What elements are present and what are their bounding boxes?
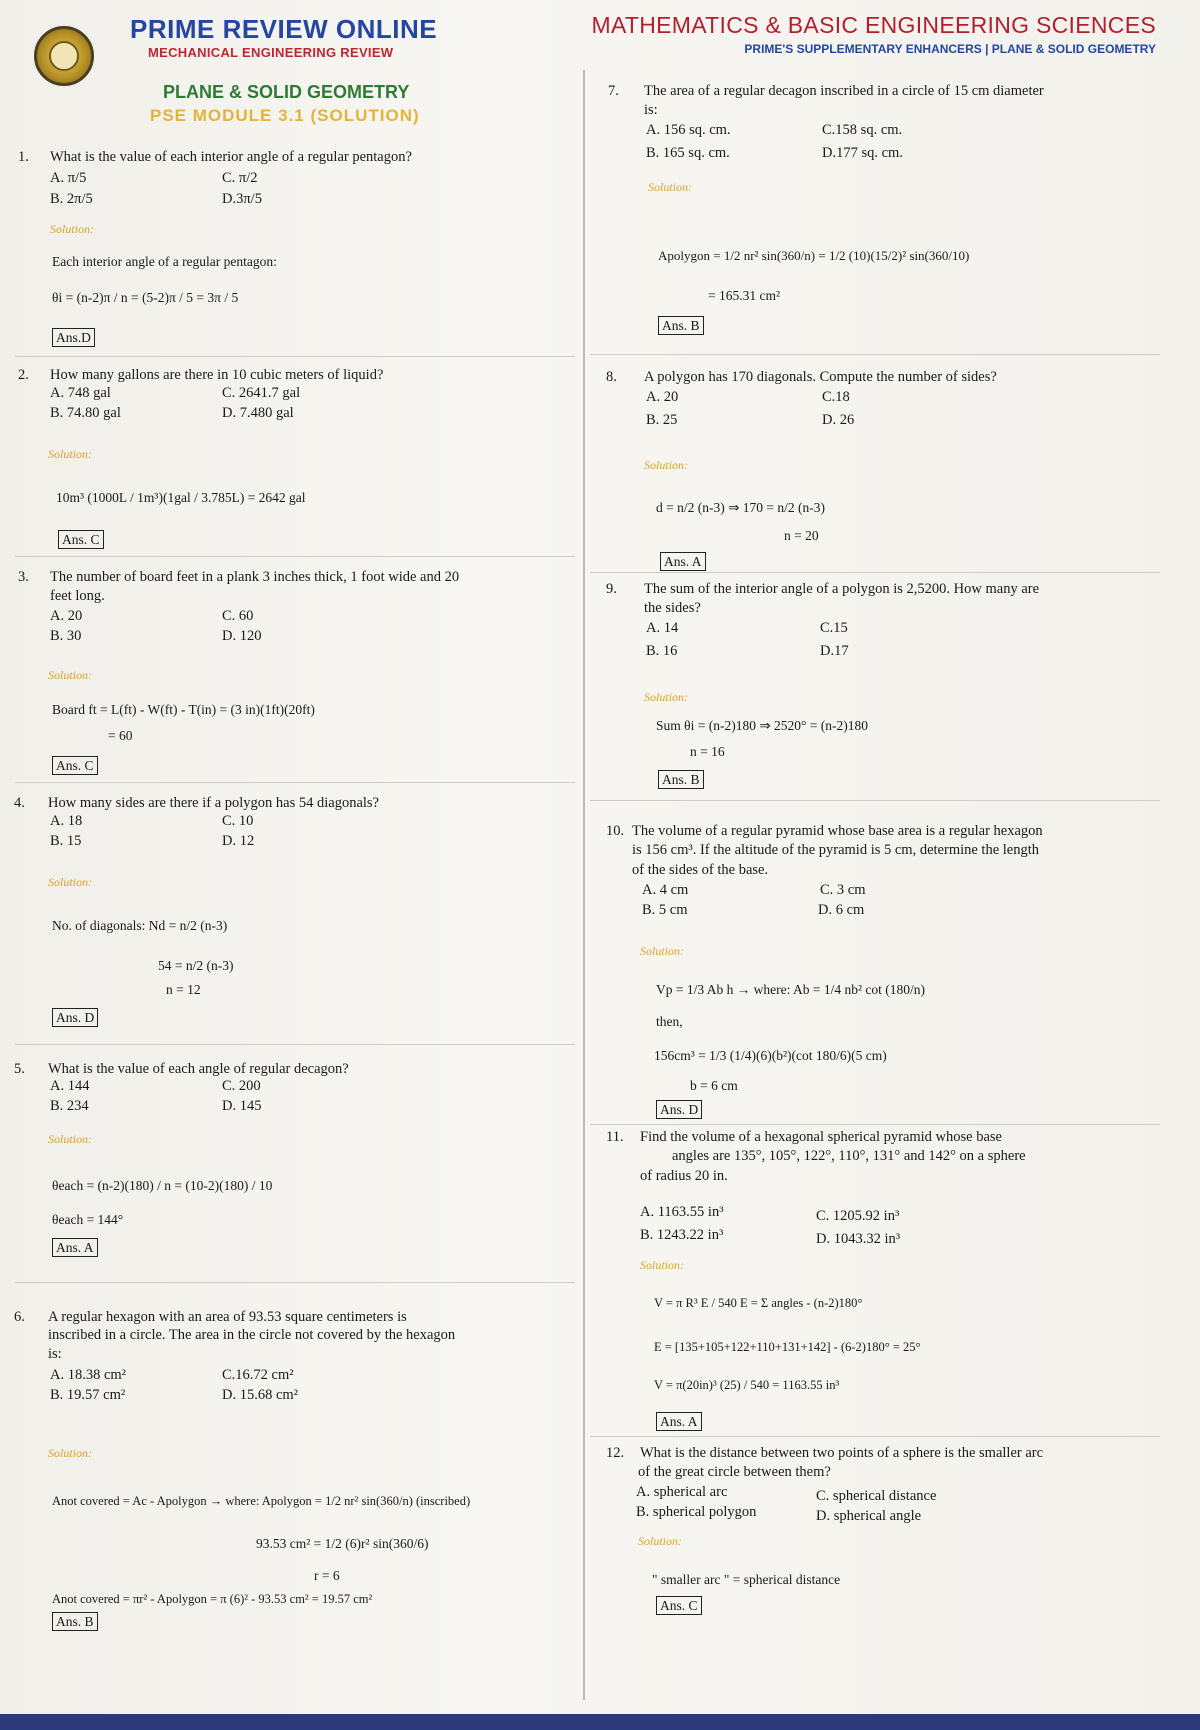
option-b: B. 19.57 cm² <box>50 1387 126 1403</box>
column-divider <box>583 70 585 1700</box>
option-d: D. 120 <box>222 628 262 644</box>
solution-label: Solution: <box>648 180 692 194</box>
option-c: C. 10 <box>222 813 254 829</box>
answer-box: Ans. D <box>656 1100 702 1119</box>
option-b: B. spherical polygon <box>636 1504 757 1520</box>
option-d: D. 6 cm <box>818 902 865 918</box>
option-a: A. 4 cm <box>642 882 689 898</box>
solution-line: then, <box>656 1014 683 1029</box>
answer-box: Ans. A <box>660 552 706 571</box>
solution-line: Anot covered = πr² - Apolygon = π (6)² - 93.53 cm² = 19.57 cm² <box>52 1592 373 1606</box>
solution-line: θi = (n-2)π / n = (5-2)π / 5 = 3π / 5 <box>52 290 239 305</box>
option-a: A. 20 <box>50 608 83 624</box>
answer-box: Ans. B <box>658 316 704 335</box>
option-a: A. 20 <box>646 389 679 405</box>
answer-box: Ans. A <box>656 1412 702 1431</box>
option-a: A. 144 <box>50 1078 90 1094</box>
answer-box: Ans.D <box>52 328 95 347</box>
option-d: D.177 sq. cm. <box>822 145 903 161</box>
option-c: C. 3 cm <box>820 882 866 898</box>
solution-line: = 165.31 cm² <box>708 288 781 303</box>
question-10-continued: is 156 cm³. If the altitude of the pyramid is 5 cm, determine the length <box>632 842 1040 858</box>
solution-label: Solution: <box>48 668 92 682</box>
solution-label: Solution: <box>48 447 92 461</box>
solution-line: θeach = 144° <box>52 1212 124 1227</box>
option-d: D. spherical angle <box>816 1508 922 1524</box>
solution-line: 10m³ (1000L / 1m³)(1gal / 3.785L) = 2642 gal <box>56 490 306 505</box>
option-c: C.16.72 cm² <box>222 1367 294 1383</box>
module-title: PLANE & SOLID GEOMETRY <box>163 82 410 102</box>
answer-box: Ans. D <box>52 1008 98 1027</box>
option-a: A. 14 <box>646 620 679 636</box>
answer-box: Ans. A <box>52 1238 98 1257</box>
solution-label: Solution: <box>644 690 688 704</box>
solution-line: Anot covered = Ac - Apolygon → where: Apolygon = 1/2 nr² sin(360/n) (inscribed) <box>52 1494 471 1508</box>
course-title: MATHEMATICS & BASIC ENGINEERING SCIENCES <box>591 12 1156 38</box>
question-10-continued: of the sides of the base. <box>632 862 769 878</box>
brand-subtitle: MECHANICAL ENGINEERING REVIEW <box>148 45 394 60</box>
option-b: B. 165 sq. cm. <box>646 145 730 161</box>
option-b: B. 30 <box>50 628 82 644</box>
solution-line: " smaller arc " = spherical distance <box>652 1572 841 1587</box>
option-c: C. 60 <box>222 608 254 624</box>
solution-line: E = [135+105+122+110+131+142] - (6-2)180° = 25° <box>654 1340 921 1354</box>
option-c: C.18 <box>822 389 850 405</box>
option-b: B. 16 <box>646 643 678 659</box>
option-b: B. 74.80 gal <box>50 405 121 421</box>
solution-line: n = 16 <box>690 744 725 759</box>
solution-line: Board ft = L(ft) - W(ft) - T(in) = (3 in)(1ft)(20ft) <box>52 702 315 717</box>
option-a: A. π/5 <box>50 170 87 186</box>
option-d: D.3π/5 <box>222 191 262 207</box>
solution-label: Solution: <box>644 458 688 472</box>
solution-line: d = n/2 (n-3) ⇒ 170 = n/2 (n-3) <box>656 500 826 515</box>
option-d: D. 26 <box>822 412 855 428</box>
question-11-continued: angles are 135°, 105°, 122°, 110°, 131° and 142° on a sphere <box>672 1148 1026 1164</box>
option-d: D. 7.480 gal <box>222 405 294 421</box>
option-c: C.158 sq. cm. <box>822 122 903 138</box>
option-a: A. 18 <box>50 813 83 829</box>
page: PRIME REVIEW ONLINE MECHANICAL ENGINEERING REVIEW MATHEMATICS & BASIC ENGINEERING SCIENCES PRIME'S SUPPLEMENTARY ENHANCERS | PLANE & SOLID GEOMETRY PLANE & SOLID GEOMETRY PSE MODULE 3.1 (SOLUTION) 1. What is the value of each interior angle of a regular pentagon? A. π/5 B. 2π/5 C. π/2 D.3π/5 Solution: Each interior angle of a regular pentagon: θi = (n-2)π / n = (5-2)π / 5 = 3π / 5 Ans.D 2. How many gallons are there in 10 cubic meters of liquid? A. 748 gal B. 74.80 gal C. 2641.7 gal D. 7.480 gal Solution: 10m³ (1000L / 1m³)(1gal / 3.785L) = 2642 gal Ans. C 3. The number of board feet in a plank 3 inches thick, 1 foot wide and 20 feet long. A. 20 B. 30 C. 60 D. 120 Solution: Board ft = L(ft) - W(ft) - T(in) = (3 in)(1ft)(20ft) = 60 Ans. C 4. How many sides are there if a polygon has 54 diagonals? A. 18 B. 15 C. 10 D. 12 Solution: No. of diagonals: Nd = n/2 (n-3) 54 = n/2 (n-3) n = 12 Ans. D 5. What is the value of each angle of regular decagon? A. 144 B. 234 C. 200 D. 145 Solution: θeach = (n-2)(180) / n = (10-2)(180) / 10 θeach = 144° Ans. A 6. A regular hexagon with an area of 93.53 square centimeters is inscribed in a circle. The area in the circle not covered by the hexagon is: A. 18.38 cm² B. 19.57 cm² C.16.72 cm² D. 15.68 cm² Solution: Anot covered = Ac - Apolygon → where: Apolygon = 1/2 nr² sin(360/n) (inscribed) 93.53 cm² = 1/2 (6)r² sin(360/6) r = 6 Anot covered = πr² - Apolygon = π (6)² - 93.53 cm² = 19.57 cm² Ans. B 7. The area of a regular decagon inscribed in a circle of 15 cm diameter is: A. 156 sq. cm. B. 165 sq. cm. C.158 sq. cm. D.177 sq. cm. Solution: Apolygon = 1/2 nr² sin(360/n) = 1/2 (10)(15/2)² sin(360/10) = 165.31 cm² Ans. B 8. A polygon has 170 diagonals. Compute the number of sides? A. 20 B. 25 C.18 D. 26 Solution: d = n/2 (n-3) ⇒ 170 = n/2 (n-3) n = 20 Ans. A 9. The sum of the interior angle of a polygon is 2,5200. How many are the sides? A. 14 B. 16 C.15 D.17 Solution: Sum θi = (n-2)180 ⇒ 2520° = (n-2)180 n = 16 Ans. B 10. The volume of a regular pyramid whose base area is a regular hexagon is 156 cm³. If the altitude of the pyramid is 5 cm, determine the length of the sides of the base. A. 4 cm B. 5 cm C. 3 cm D. 6 cm Solution: Vp = 1/3 Ab h → where: Ab = 1/4 nb² cot (180/n) then, 156cm³ = 1/3 (1/4)(6)(b²)(cot 180/6)(5 cm) b = 6 cm Ans. D 11. Find the volume of a hexagonal spherical pyramid whose base angles are 135°, 105°, 122°, 110°, 131° and 142° on a sphere of radius 20 in. A. 1163.55 in³ B. 1243.22 in³ C. 1205.92 in³ D. 1043.32 in³ Solution: V = π R³ E / 540 E = Σ angles - (n-2)180° E = [135+105+122+110+131+142] - (6-2)180° = 25° V = π(20in)³ (25) / 540 = 1163.55 in³ Ans. A 12. What is the distance between two points of a sphere is the smaller arc of the great circle between them? A. spherical arc B. spherical polygon C. spherical distance D. spherical angle Solution: " smaller arc " = spherical distance Ans. C <box>0 0 1200 1730</box>
question-6-continued: inscribed in a circle. The area in the circle not covered by the hexagon <box>48 1327 456 1343</box>
question-12-continued: of the great circle between them? <box>638 1464 831 1480</box>
option-c: C. 200 <box>222 1078 261 1094</box>
option-b: B. 15 <box>50 833 82 849</box>
solution-label: Solution: <box>640 944 684 958</box>
question-6-continued: is: <box>48 1346 62 1362</box>
brand-title: PRIME REVIEW ONLINE <box>130 14 438 44</box>
answer-box: Ans. C <box>52 756 98 775</box>
option-d: D.17 <box>820 643 849 659</box>
solution-label: Solution: <box>640 1258 684 1272</box>
solution-line: Each interior angle of a regular pentagon: <box>52 254 277 269</box>
solution-line: = 60 <box>108 728 133 743</box>
solution-line: 54 = n/2 (n-3) <box>158 958 234 973</box>
course-subtitle: PRIME'S SUPPLEMENTARY ENHANCERS | PLANE & SOLID GEOMETRY <box>744 42 1156 56</box>
option-a: A. 156 sq. cm. <box>646 122 731 138</box>
solution-line: Sum θi = (n-2)180 ⇒ 2520° = (n-2)180 <box>656 718 869 733</box>
solution-line: θeach = (n-2)(180) / n = (10-2)(180) / 10 <box>52 1178 273 1193</box>
option-b: B. 2π/5 <box>50 191 93 207</box>
solution-line: Vp = 1/3 Ab h → where: Ab = 1/4 nb² cot (180/n) <box>656 982 925 997</box>
solution-label: Solution: <box>48 1132 92 1146</box>
option-c: C. 1205.92 in³ <box>816 1208 900 1224</box>
answer-box: Ans. B <box>52 1612 98 1631</box>
answer-box: Ans. C <box>656 1596 702 1615</box>
footer-band <box>0 1714 1200 1730</box>
solution-label: Solution: <box>50 222 94 236</box>
question-7-continued: is: <box>644 102 658 118</box>
module-subtitle: PSE MODULE 3.1 (SOLUTION) <box>150 106 420 125</box>
option-b: B. 5 cm <box>642 902 688 918</box>
option-d: D. 145 <box>222 1098 262 1114</box>
option-d: D. 1043.32 in³ <box>816 1231 901 1247</box>
option-b: B. 25 <box>646 412 678 428</box>
solution-line: V = π R³ E / 540 E = Σ angles - (n-2)180° <box>654 1296 863 1310</box>
solution-line: b = 6 cm <box>690 1078 738 1093</box>
question-11-continued: of radius 20 in. <box>640 1168 728 1184</box>
solution-label: Solution: <box>48 875 92 889</box>
solution-label: Solution: <box>638 1534 682 1548</box>
solution-line: r = 6 <box>314 1568 340 1583</box>
solution-line: Apolygon = 1/2 nr² sin(360/n) = 1/2 (10)(15/2)² sin(360/10) <box>658 248 970 263</box>
solution-line: n = 20 <box>784 528 819 543</box>
option-c: C. spherical distance <box>816 1488 937 1504</box>
option-a: A. 748 gal <box>50 385 111 401</box>
option-a: A. 1163.55 in³ <box>640 1204 724 1220</box>
solution-line: 156cm³ = 1/3 (1/4)(6)(b²)(cot 180/6)(5 cm) <box>654 1048 887 1063</box>
solution-line: No. of diagonals: Nd = n/2 (n-3) <box>52 918 228 933</box>
answer-box: Ans. B <box>658 770 704 789</box>
solution-line: n = 12 <box>166 982 201 997</box>
logo-icon <box>34 26 94 86</box>
question-3-continued: feet long. <box>50 588 105 604</box>
solution-label: Solution: <box>48 1446 92 1460</box>
option-d: D. 12 <box>222 833 255 849</box>
option-d: D. 15.68 cm² <box>222 1387 299 1403</box>
option-b: B. 1243.22 in³ <box>640 1227 724 1243</box>
option-c: C.15 <box>820 620 848 636</box>
answer-box: Ans. C <box>58 530 104 549</box>
option-c: C. π/2 <box>222 170 258 186</box>
option-a: A. spherical arc <box>636 1484 728 1500</box>
option-b: B. 234 <box>50 1098 89 1114</box>
option-a: A. 18.38 cm² <box>50 1367 127 1383</box>
solution-line: V = π(20in)³ (25) / 540 = 1163.55 in³ <box>654 1378 840 1392</box>
solution-line: 93.53 cm² = 1/2 (6)r² sin(360/6) <box>256 1536 429 1551</box>
option-c: C. 2641.7 gal <box>222 385 301 401</box>
question-9-continued: the sides? <box>644 600 701 616</box>
